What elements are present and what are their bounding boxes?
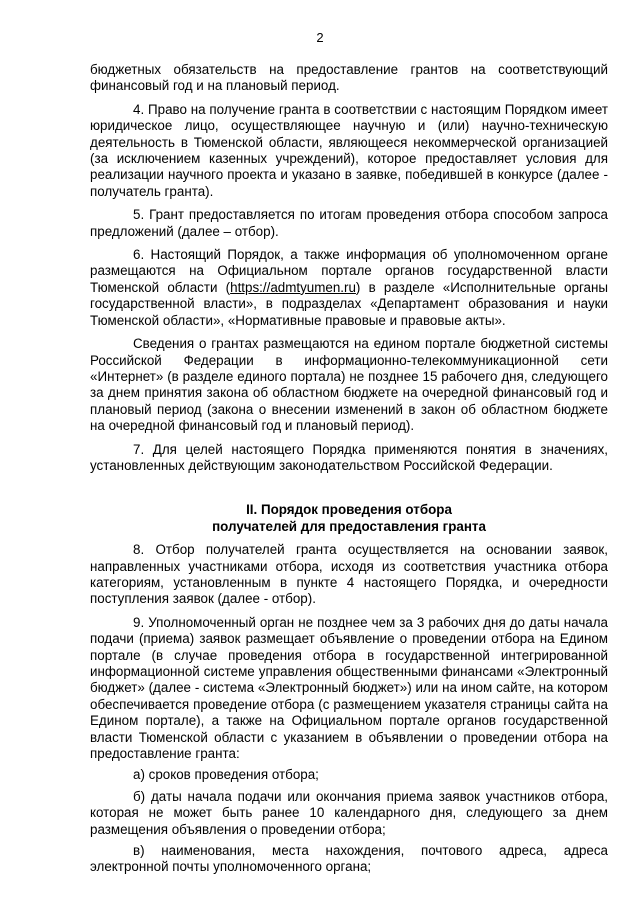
- portal-link[interactable]: https://admtyumen.ru: [230, 279, 356, 295]
- paragraph-6: [90, 247, 608, 329]
- page-number: 2: [316, 30, 324, 45]
- paragraph-6-text-before: 6. Настоящий Порядок, а также информация об уполномоченном органе размещаются на Официальном портале органов государственной власти Тюменской области (: [90, 247, 608, 295]
- paragraph-grants-info: Сведения о грантах размещаются на едином портале бюджетной системы Российской Федерации в информационно-телекоммуникационной сети «Интернет» (в разделе единого портала) не позднее 15 рабочего дня, следующего за днем принятия закона об областном бюджете на очередной финансовый год и плановый период (закона о внесении изменений в закон об областном бюджете на очередной финансовый год и плановый период).: [90, 336, 608, 434]
- document-body: [90, 62, 608, 881]
- list-item-a: а) сроков проведения отбора;: [133, 767, 319, 783]
- paragraph-8: 8. Отбор получателей гранта осуществляется на основании заявок, направленных участниками отбора, исходя из соответствия участника отбора категориям, установленным в пункте 4 настоящего Порядка, и очередности поступления заявок (далее - отбор).: [90, 542, 608, 607]
- section-heading: [90, 502, 608, 535]
- paragraph-continuation: бюджетных обязательств на предоставление грантов на соответствующий финансовый год и на плановый период.: [90, 62, 608, 94]
- section-heading-line-1: II. Порядок проведения отбора: [246, 502, 452, 518]
- paragraph-6-text-after: ) в разделе «Исполнительные органы государственной власти», в подразделах «Департамент образования и науки Тюменской области», «Нормативные правовые и правовые акты».: [90, 279, 609, 328]
- section-heading-line-2: получателей для предоставления гранта: [212, 518, 486, 534]
- paragraph-7: 7. Для целей настоящего Порядка применяются понятия в значениях, установленных действующим законодательством Российской Федерации.: [90, 441, 608, 473]
- list-item-c: в) наименования, места нахождения, почтового адреса, адреса электронной почты уполномоченного органа;: [90, 843, 608, 875]
- paragraph-5: 5. Грант предоставляется по итогам проведения отбора способом запроса предложений (далее – отбор).: [90, 207, 608, 239]
- paragraph-4: 4. Право на получение гранта в соответствии с настоящим Порядком имеет юридическое лицо, осуществляющее научную и (или) научно-техническую деятельность в Тюменской области, являющееся некоммерческой организацией (за исключением казенных учреждений), которое предоставляет условия для реализации научного проекта и указано в заявке, победившей в конкурсе (далее - получатель гранта).: [90, 101, 608, 199]
- list-item-b: б) даты начала подачи или окончания приема заявок участников отбора, которая не может быть ранее 10 календарного дня, следующего за днем размещения объявления о проведении отбора;: [90, 788, 608, 837]
- paragraph-9: 9. Уполномоченный орган не позднее чем за 3 рабочих дня до даты начала подачи (приема) заявок размещает объявление о проведении отбора на Едином портале (в случае проведения отбора в государственной интегрированной информационной системе управления общественными финансами «Электронный бюджет» (далее - система «Электронный бюджет») или на ином сайте, на котором обеспечивается проведение отбора (с размещением указателя страницы сайта на Едином портале), а также на Официальном портале органов государственной власти Тюменской области с указанием в объявлении о проведении отбора на предоставление гранта:: [90, 614, 608, 762]
